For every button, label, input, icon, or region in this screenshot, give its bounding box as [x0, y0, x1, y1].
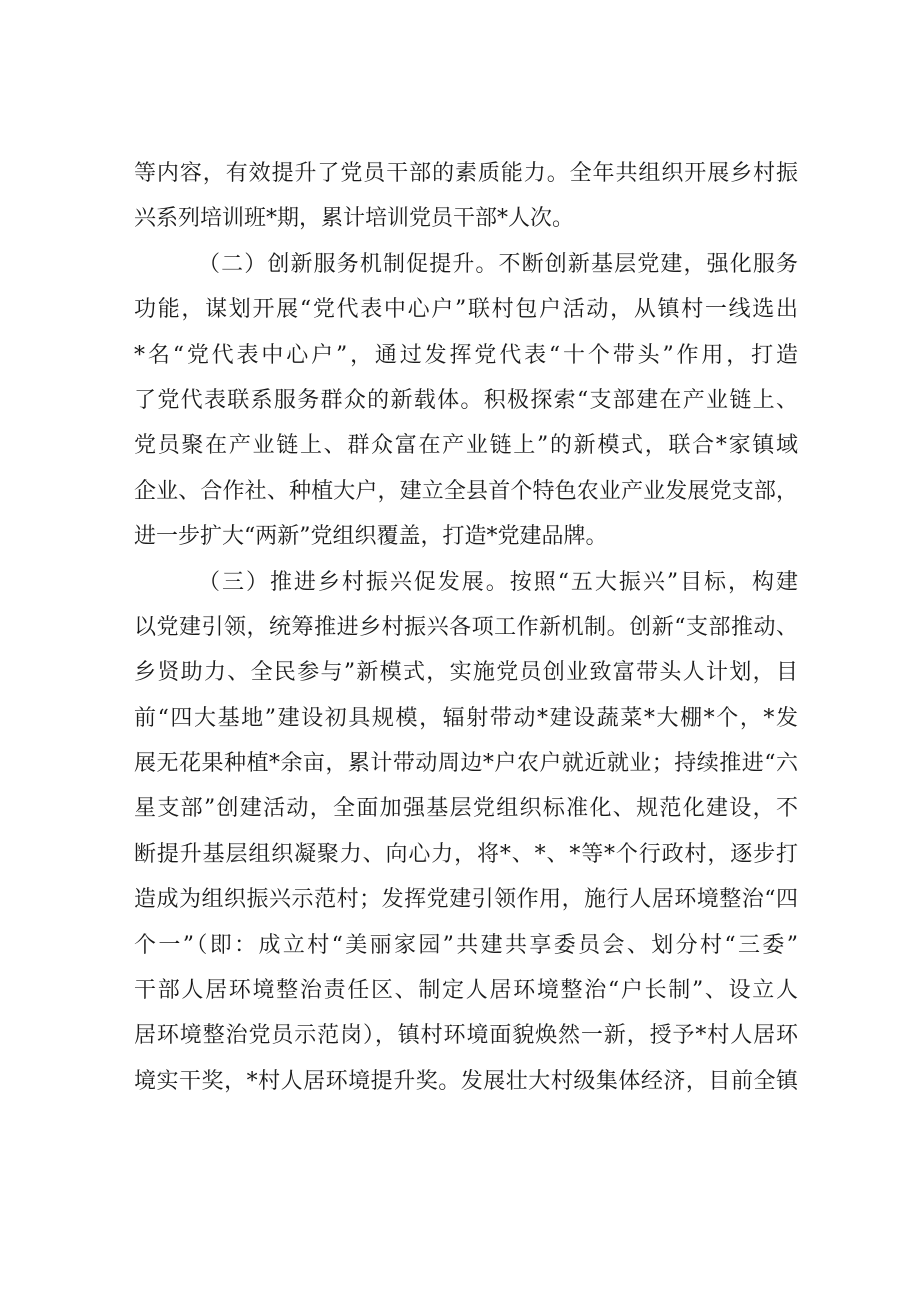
text-line: （三）推进乡村振兴促发展。按照“五大振兴”目标，构建	[198, 569, 798, 595]
text-line: （二）创新服务机制促提升。不断创新基层党建，强化服务	[198, 251, 798, 277]
text-line: 断提升基层组织凝聚力、向心力，将*、*、*等*个行政村，逐步打	[134, 841, 798, 867]
text-line: 党员聚在产业链上、群众富在产业链上”的新模式，联合*家镇域	[134, 433, 798, 459]
text-line: 干部人居环境整治责任区、制定人居环境整治“户长制”、设立人	[134, 978, 798, 1004]
text-line: 境实干奖，*村人居环境提升奖。发展壮大村级集体经济，目前全镇	[134, 1068, 798, 1094]
text-line: 功能，谋划开展“党代表中心户”联村包户活动，从镇村一线选出	[134, 297, 798, 323]
text-line: 了党代表联系服务群众的新载体。积极探索“支部建在产业链上、	[134, 387, 798, 413]
text-line: 企业、合作社、种植大户，建立全县首个特色农业产业发展党支部，	[134, 478, 798, 504]
body-text	[134, 151, 798, 1104]
text-line: 以党建引领，统筹推进乡村振兴各项工作新机制。创新“支部推动、	[134, 614, 798, 640]
text-line: 个一”（即：成立村“美丽家园”共建共享委员会、划分村“三委”	[134, 932, 798, 958]
text-line: 造成为组织振兴示范村；发挥党建引领作用，施行人居环境整治“四	[134, 887, 798, 913]
text-line: 星支部”创建活动，全面加强基层党组织标准化、规范化建设，不	[134, 796, 798, 822]
text-line: *名“党代表中心户”，通过发挥党代表“十个带头”作用，打造	[134, 342, 798, 368]
text-line: 居环境整治党员示范岗），镇村环境面貌焕然一新，授予*村人居环	[134, 1023, 798, 1049]
text-line: 前“四大基地”建设初具规模，辐射带动*建设蔬菜*大棚*个，*发	[134, 705, 798, 731]
text-line: 兴系列培训班*期，累计培训党员干部*人次。	[134, 206, 575, 232]
text-line: 乡贤助力、全民参与”新模式，实施党员创业致富带头人计划，目	[134, 660, 798, 686]
text-line: 进一步扩大“两新”党组织覆盖，打造*党建品牌。	[134, 524, 608, 550]
text-line: 展无花果种植*余亩，累计带动周边*户农户就近就业；持续推进“六	[134, 751, 798, 777]
text-line: 等内容，有效提升了党员干部的素质能力。全年共组织开展乡村振	[134, 161, 798, 186]
